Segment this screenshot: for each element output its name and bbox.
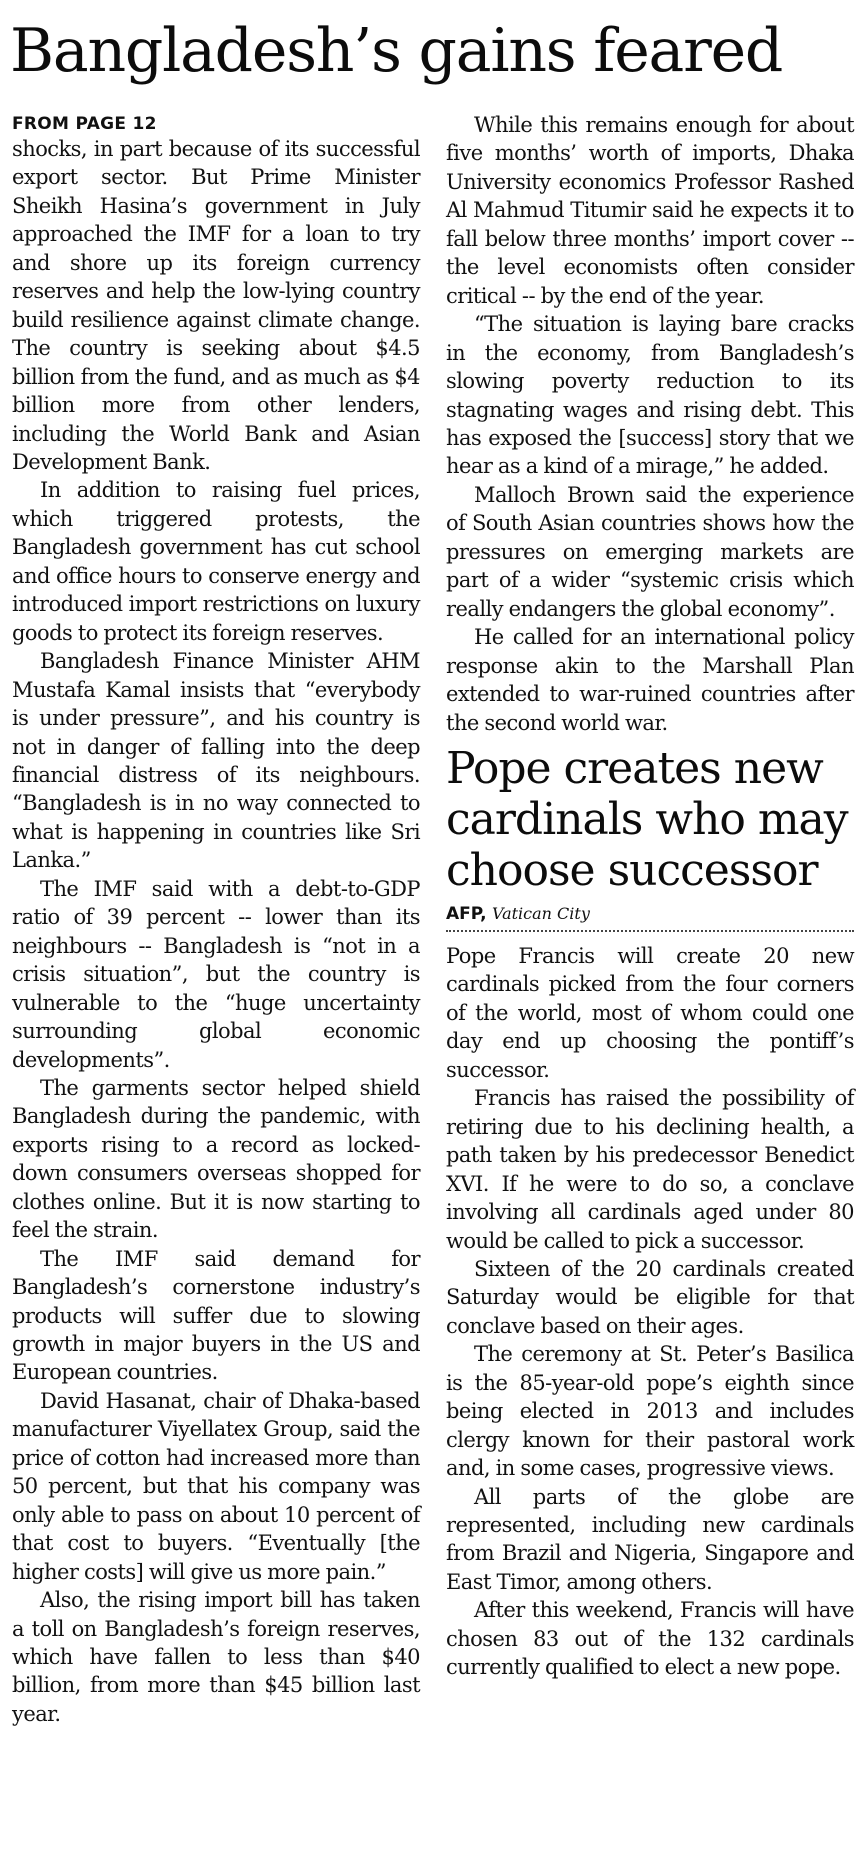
article-paragraph: David Hasanat, chair of Dhaka-based manufacturer Viyellatex Group, said the price of cotton had increased more than 50 percent, but that his company was only able to pass on about 10 percent of that cost to buyers. “Eventually [the higher costs] will give us more pain.” <box>12 1388 420 1584</box>
right-column <box>446 111 854 1682</box>
main-headline: Bangladesh’s gains feared <box>10 16 783 86</box>
article-paragraph: shocks, in part because of its successful export sector. But Prime Minister Sheikh Hasina’s government in July approached the IMF for a loan to try and shore up its foreign currency reserves and help the low-lying country build resilience against climate change. The country is seeking about $4.5 billion from the fund, and as much as $4 billion more from other lenders, including the World Bank and Asian Development Bank. <box>12 137 420 474</box>
second-story-headline: Pope creates new cardinals who may choose successor <box>446 742 848 896</box>
dotted-divider <box>446 930 854 932</box>
second-story-paragraph: Pope Francis will create 20 new cardinals picked from the four corners of the world, most of whom could one day end up choosing the pontiff’s successor. <box>446 943 854 1082</box>
continuation-kicker: FROM PAGE 12 <box>12 114 157 134</box>
article-paragraph: The IMF said with a debt-to-GDP ratio of 39 percent -- lower than its neighbours -- Bangladesh is “not in a crisis situation”, but the country is vulnerable to the “huge uncertainty surrounding global economic developments”. <box>12 876 420 1072</box>
left-column <box>12 113 420 1728</box>
second-story-paragraph: All parts of the globe are represented, including new cardinals from Brazil and Nigeria, Singapore and East Timor, among others. <box>446 1484 854 1594</box>
byline-dateline: Vatican City <box>491 903 590 923</box>
article-paragraph: The garments sector helped shield Bangladesh during the pandemic, with exports rising to a record as locked-down consumers overseas shopped for clothes online. But it is now starting to feel the strain. <box>12 1075 420 1243</box>
article-paragraph: Malloch Brown said the experience of South Asian countries shows how the pressures on emerging markets are part of a wider “systemic crisis which really endangers the global economy”. <box>446 482 854 621</box>
article-paragraph: “The situation is laying bare cracks in the economy, from Bangladesh’s slowing poverty reduction to its stagnating wages and rising debt. This has exposed the [success] story that we hear as a kind of a mirage,” he added. <box>446 312 854 479</box>
article-paragraph: Bangladesh Finance Minister AHM Mustafa Kamal insists that “everybody is under pressure”, and his country is not in danger of falling into the deep financial distress of its neighbours. “Bangladesh is in no way connected to what is happening in countries like Sri Lanka.” <box>12 649 420 873</box>
article-paragraph: He called for an international policy response akin to the Marshall Plan extended to war-ruined countries after the second world war. <box>446 625 854 735</box>
second-story-paragraph: Francis has raised the possibility of retiring due to his declining health, a path taken by his predecessor Benedict XVI. If he were to do so, a conclave involving all cardinals aged under 80 would be called to pick a successor. <box>446 1086 854 1253</box>
second-story-paragraph: The ceremony at St. Peter’s Basilica is the 85-year-old pope’s eighth since being elected in 2013 and includes clergy known for their pastoral work and, in some cases, progressive views. <box>446 1342 854 1481</box>
second-story-paragraph: After this weekend, Francis will have chosen 83 out of the 132 cardinals currently qualified to elect a new pope. <box>446 1598 854 1680</box>
byline <box>446 902 854 926</box>
article-paragraph: The IMF said demand for Bangladesh’s cornerstone industry’s products will suffer due to slowing growth in major buyers in the US and European countries. <box>12 1246 420 1385</box>
byline-agency: AFP, <box>446 903 487 924</box>
article-paragraph: In addition to raising fuel prices, which triggered protests, the Bangladesh government has cut school and office hours to conserve energy and introduced import restrictions on luxury goods to protect its foreign reserves. <box>12 478 420 645</box>
article-paragraph: Also, the rising import bill has taken a toll on Bangladesh’s foreign reserves, which have fallen to less than $40 billion, from more than $45 billion last year. <box>12 1588 420 1726</box>
second-story-paragraph: Sixteen of the 20 cardinals created Saturday would be eligible for that conclave based on their ages. <box>446 1256 854 1338</box>
article-paragraph: While this remains enough for about five months’ worth of imports, Dhaka University economics Professor Rashed Al Mahmud Titumir said he expects it to fall below three months’ import cover -- the level economists often consider critical -- by the end of the year. <box>446 113 854 308</box>
